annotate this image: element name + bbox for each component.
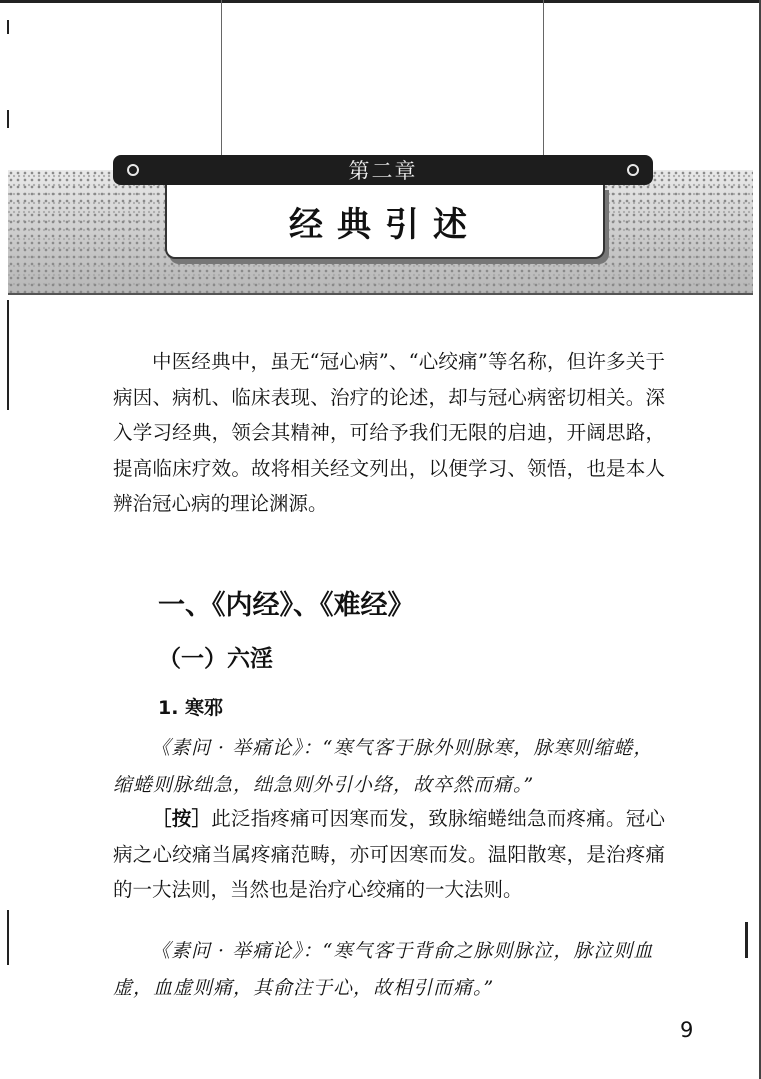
scan-mark bbox=[7, 910, 9, 965]
chapter-label: 第二章 bbox=[348, 159, 418, 183]
column-guide-line bbox=[543, 0, 544, 170]
commentary-tag: ［按］ bbox=[152, 807, 212, 830]
commentary-paragraph bbox=[113, 801, 665, 908]
ring-ornament-icon bbox=[627, 164, 639, 176]
scan-mark bbox=[7, 20, 9, 34]
scan-mark bbox=[745, 922, 748, 958]
chapter-label-bar bbox=[113, 155, 653, 185]
scan-mark bbox=[7, 110, 9, 128]
item-heading: 1. 寒邪 bbox=[158, 697, 224, 719]
scan-mark bbox=[7, 300, 9, 410]
chapter-banner bbox=[0, 150, 761, 300]
commentary-text: 此泛指疼痛可因寒而发，致脉缩蜷绌急而疼痛。冠心病之心绞痛当属疼痛范畴，亦可因寒而发。温阳散寒，是治疼痛的一大法则，当然也是治疗心绞痛的一大法则。 bbox=[113, 807, 665, 901]
classic-quote: 《素问 · 举痛论》：“寒气客于背俞之脉则脉泣，脉泣则血虚，血虚则痛，其俞注于心，故相引而痛。” bbox=[113, 940, 654, 999]
chapter-title-box bbox=[165, 185, 605, 259]
page-top-border bbox=[0, 0, 761, 3]
banner-baseline bbox=[8, 293, 753, 295]
chapter-title: 经典引述 bbox=[289, 204, 481, 245]
classic-quote: 《素问 · 举痛论》：“寒气客于脉外则脉寒，脉寒则缩蜷，缩蜷则脉绌急，绌急则外引小络，故卒然而痛。” bbox=[113, 737, 654, 796]
column-guide-line bbox=[221, 0, 222, 170]
page-number: 9 bbox=[680, 1018, 694, 1042]
ring-ornament-icon bbox=[127, 164, 139, 176]
intro-paragraph: 中医经典中，虽无“冠心病”、“心绞痛”等名称，但许多关于病因、病机、临床表现、治疗的论述，却与冠心病密切相关。深入学习经典，领会其精神，可给予我们无限的启迪，开阔思路，提高临床疗效。故将相关经文列出，以便学习、领悟，也是本人辨治冠心病的理论渊源。 bbox=[113, 350, 665, 515]
subsection-heading: （一）六淫 bbox=[158, 645, 273, 672]
section-heading: 一、《内经》、《难经》 bbox=[158, 590, 415, 621]
